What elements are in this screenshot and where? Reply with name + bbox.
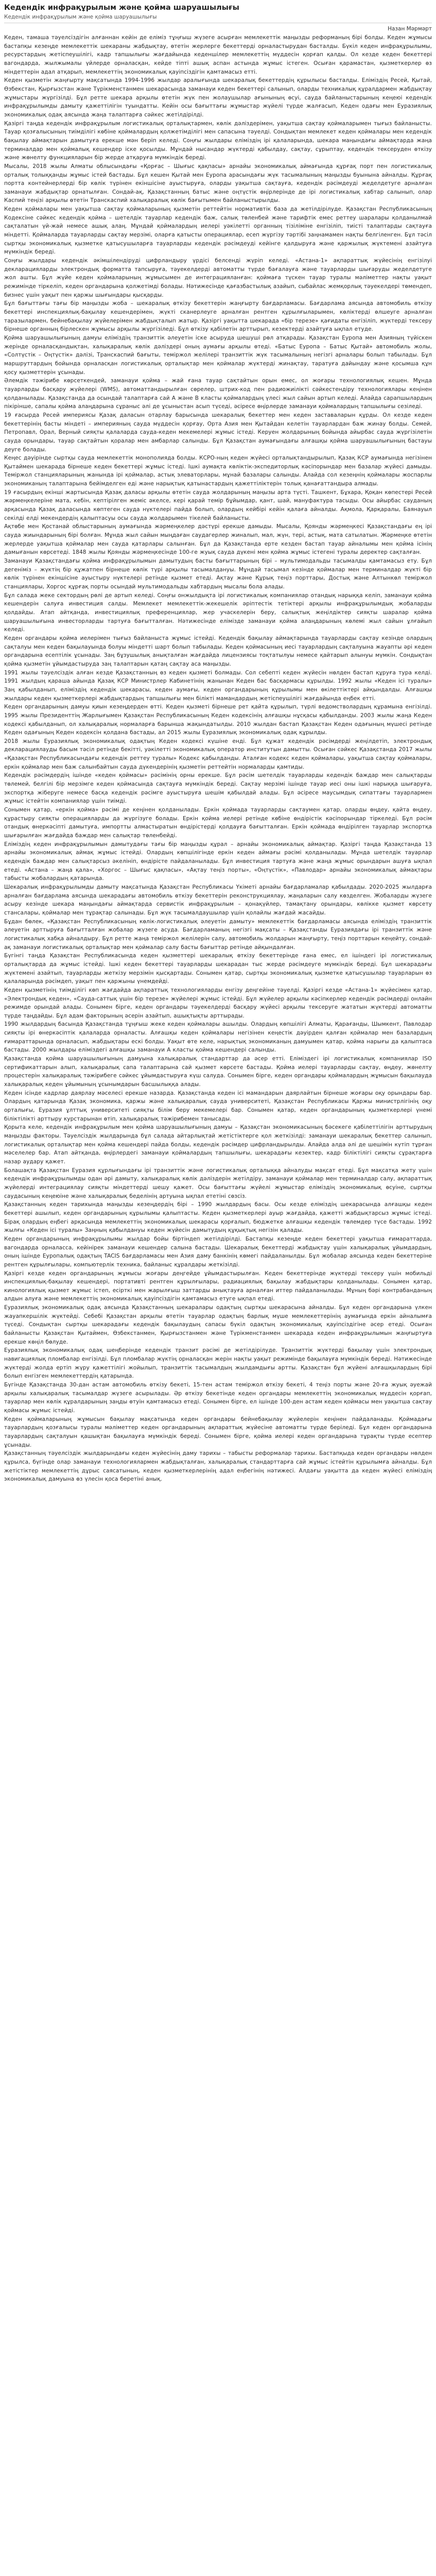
page-title: Кедендік инфрақұрылым және қойма шаруашылығы — [4, 4, 239, 12]
article-paragraph: Кеден ісінде кадрлар даярлау мәселесі ерекше назарда. Қазақстанда кеден ісі мамандарын даярлайтын бірнеше жоғары оқу орындары бар. Олардың қатарында Қазақ экономика, қаржы және халықаралық сауда университеті, Қазақстан Республикасы Қаржы министрлігінің оқу орталығы, Еуразия ұлттық университеті сияқты білім беру мекемелері бар. Сонымен қатар, кеден органдарының қызметкерлері үнемі біліктілікті арттыру курстарынан өтіп, халықаралық тәжірибемен танысады. — [4, 1090, 432, 1122]
article-paragraph: 1990 жылдардың басында Қазақстанда тұңғыш жеке кеден қоймалары ашылды. Олардың көпшілігі Алматы, Қарағанды, Шымкент, Павлодар сияқты ірі өнеркәсіптік қалаларда орналасты. Алғашқы кеден қоймалары негізінен кеңестік дәуірден қалған қоймалар мен базалардың ғимараттарында орналасып, жабдықтары ескі болды. Уақыт өте келе, нарықтық экономиканың дамуымен қатар, қойма нарығы да қалыптаса бастады. 2000 жылдары еліміздегі алғашқы заманауи А класты қойма кешендері салынды. — [4, 1021, 432, 1054]
article-paragraph: Кедендік рәсімдердің ішінде «кеден қоймасы» рәсімінің орны ерекше. Бұл рәсім шетелдік тауарларды кедендік баждар мен салықтарды төлемей, белгілі бір мерзімге кеден қоймасында сақтауға мүмкіндік береді. Сақтау мерзімі ішінде тауар иесі оны ішкі нарыққа шығаруға, экспортқа жіберуге немесе басқа кедендік рәсімге ауыстыруға шешім қабылдай алады. Бұл әсіресе маусымдық сипаттағы тауарлармен жұмыс істейтін компаниялар үшін тиімді. — [4, 772, 432, 805]
article-paragraph: Бүгінде Қазақстанда 30-дан астам автомобиль өткізу бекеті, 15-тен астам теміржол өткізу бекеті, 4 теңіз порты және 20-ға жуық әуежай арқылы халықаралық тасымалдар жүзеге асырылады. Әр өткізу бекетінде кеден органдары мемлекеттің экономикалық мүддесін қорғап, тауарлар мен көлік құралдарының заңды өтуін қамтамасыз етеді. Сонымен бірге, ел ішінде 100-ден астам кеден қоймасы мен уақытша сақтау қоймасы жұмыс істейді. — [4, 1382, 432, 1414]
article-paragraph: Заманауи Қазақстандағы қойма инфрақұрылымын дамытудың басты бағыттарының бірі – мультимодальды тасымалды қамтамасыз ету. Бұл дегеніміз – жүктің бір құжатпен бірнеше көлік түрі арқылы тасымалдануы. Мұндай тасымал кезінде қоймалар мен терминалдар жүкті бір көлік түрінен екіншісіне ауыстыру нүктелері ретінде қызмет етеді. Ақтау және Құрық теңіз порттары, Достық және Алтынкөл теміржол станциялары, Хоргос құрғақ порты осындай мультимодальды хабтардың мысалы бола алады. — [4, 558, 432, 590]
article-paragraph: 2018 жылы Еуразиялық экономикалық одақтың Кеден кодексі күшіне енді. Бұл құжат кедендік рәсімдерді жеңілдетіп, электрондық декларациялауды басым тәсіл ретінде бекітті, уәкілетті экономикалық оператор институтын дамытты. Осыған сәйкес Қазақстанда 2017 жылы «Қазақстан Республикасындағы кедендік реттеу туралы» Кодекс қабылданды. Аталған кодекс кеден қоймалары, уақытша сақтау қоймалары, еркін қоймалар мен баж салынбайтын сауда дүкендерінің қызметін реттейтін нормаларды қамтиды. — [4, 738, 432, 770]
article-paragraph: Кеден қызметін жаңғырту мақсатында 1994-1996 жылдар аралығында шекаралық бекеттердің құрылысы басталды. Еліміздің Ресей, Қытай, Өзбекстан, Қырғызстан және Түрікменстанмен шекарасында заманауи кеден бекеттері салынып, оларды техникалық құралдармен жабдықтау жұмыстары жүргізілді. Бұл ретте шекара арқылы өтетін жүк пен жолаушылар ағынының өсуі, сауда байланыстарының кеңеюі кедендік инфрақұрылымды дамыту қажеттілігін туындатты. Кейін осы бағыттағы жұмыстар жүйелі түрде жалғасып, Кеден одағы мен Еуразиялық экономикалық одақ аясында жаңа талаптарға сәйкес жетілдірілді. — [4, 77, 432, 118]
article-paragraph: Әлемдік тәжірибе көрсеткендей, заманауи қойма – жай ғана тауар сақтайтын орын емес, ол жоғары технологиялық кешен. Мұнда тауарларды басқару жүйелері (WMS), автоматтандырылған сөрелер, штрих-код пен радиожиілікті сәйкестендіру технологиялары кеңінен қолданылады. Қазақстанда да осындай талаптарға сай А және В класты қоймалардың үлесі жыл сайын артып келеді. Алайда сарапшылардың пікірінше, сапалы қойма алаңдарына сұраныс әлі де ұсыныстан асып түседі, әсіресе өңірлерде заманауи қоймалардың тапшылығы сезіледі. — [4, 378, 432, 410]
article-paragraph: Бұл бағыттағы тағы бір маңызды жоба – шекаралық өткізу бекеттерін жаңғырту бағдарламасы. Бағдарлама аясында автомобиль өткізу бекеттері инспекциялық-бақылау кешендерімен, жүкті сканерлеуге арналған рентген құрылғыларымен, көліктерді өлшеуге арналған таразылармен, бейнебақылау жүйелерімен жабдықталып жатыр. Қазіргі уақытта шекарада «бір терезе» қағидаты енгізіліп, жүктерді тексеру бірнеше органның бірлескен жұмысы арқылы жүргізіледі. Бұл өткізу қабілетін арттырып, кезектерді азайтуға ықпал етуде. — [4, 300, 432, 333]
article-paragraph: Кеден қоймалары мен уақытша сақтау қоймаларының қызметін реттейтін нормативтік база да жетілдірілуде. Қазақстан Республикасының Кодексіне сәйкес кедендік қойма – шетелдік тауарлар кедендік баж, салық төленбей және тарифтік емес реттеу шаралары қолданылмай сақталатын үй-жай немесе ашық алаң. Мұндай қоймалардың иелері уәкілетті органның тізіліміне енгізіліп, тиісті талаптарды сақтауға міндетті. Қоймаларда тауарларды сақтау мерзімі, оларға қатысты операциялар, есеп жүргізу тәртібі заңнамамен нақты белгіленген. Бұл тәсіл сыртқы экономикалық қызметке қатысушыларға тауарларды кедендік рәсімдеуді кейінге қалдыруға және қаржылық жүктемені азайтуға мүмкіндік береді. — [4, 206, 432, 256]
article-paragraph: Қорыта келе, кедендік инфрақұрылым мен қойма шаруашылығының дамуы – Қазақстан экономикасының бәсекеге қабілеттілігін арттырудың маңызды факторы. Тәуелсіздік жылдарында бұл салада айтарлықтай жетістіктерге қол жеткізілді: заманауи шекаралық бекеттер салынып, логистикалық орталықтар мен қойма кешендері пайда болды, кедендік рәсімдер цифрландырылды. Алайда алда әлі де шешімін күтіп тұрған мәселелер бар. Атап айтқанда, өңірлердегі заманауи қоймалардың тапшылығы, шекарадағы кезектер, кадр біліктілігі сияқты сұрақтарға назар аудару қажет. — [4, 1124, 432, 1165]
article-paragraph: Бұл салада жеке сектордың рөлі де артып келеді. Соңғы онжылдықта ірі логистикалық компаниялар отандық нарыққа келіп, заманауи қойма кешендерін салуға инвестиция салды. Мемлекет мемлекеттік-жекешелік әріптестік тетіктері арқылы инфрақұрылымдық жобаларды қолдайды. Атап айтқанда, инвестициялық преференциялар, жер учаскелерін беру, салықтық жеңілдіктер сияқты шаралар қойма шаруашылығына инвесторларды тартуға бағытталған. Нәтижесінде елімізде заманауи қойма алаңдарының көлемі жыл сайын ұлғайып келеді. — [4, 592, 432, 633]
article-paragraph: Соңғы жылдары кедендік әкімшілендіруді цифрландыру үрдісі белсенді жүріп келеді. «Астана-1» ақпараттық жүйесінің енгізілуі декларацияларды электрондық форматта тапсыруға, тәуекелдерді автоматты түрде бағалауға және тауарларды шығаруды жеделдетуге жол ашты. Бұл жүйе кеден қоймаларының жұмысымен де интеграцияланған: қоймаға түскен тауар туралы мәліметтер нақты уақыт режимінде тіркеліп, кеден органдарына қолжетімді болады. Нәтижесінде қағазбастылық азайып, сыбайлас жемқорлық тәуекелдері төмендеп, бизнес үшін уақыт пен қаржы шығындары қысқарды. — [4, 258, 432, 298]
article-paragraph: 19 ғасырда Ресей империясы Қазақ даласын отарлау барысында шекаралық бекеттер мен кеден заставаларын құрды. Ол кезде кеден бекеттерінің басты міндеті – империяның сауда мүддесін қорғау, Орта Азия мен Қытайдан келетін тауарлардан баж жинау болды. Семей, Петропавл, Орал, Верный сияқты қалаларда сауда-кеден мекемелері жұмыс істеді. Керуен жолдарының бойында айырбас сауда жүргізілетін сауда орындары, тауар сақтайтын қоралар мен амбарлар салынды. Бұл Қазақстан аумағындағы алғашқы қойма шаруашылығының бастауы деуге болады. — [4, 412, 432, 453]
article-paragraph: Қазақстанның тәуелсіздік жылдарындағы кеден жүйесінің даму тарихы – табысты реформалар тарихы. Бастапқыда кеден органдары нөлден құрылса, бүгінде олар заманауи технологиялармен жабдықталған, халықаралық стандарттарға сай жұмыс істейтін құрылымға айналды. Бұл жетістіктер мемлекеттің дұрыс саясатының, кеден қызметкерлерінің адал еңбегінің нәтижесі. Алдағы уақытта да кеден жүйесі еліміздің экономикалық дамуына өз үлесін қоса беретіні анық. — [4, 1450, 432, 1483]
article-paragraph: Ақтөбе мен Қостанай облыстарының аумағында жәрмеңкелер дәстүрі ерекше дамыды. Мысалы, Қоянды жәрмеңкесі Қазақстандағы ең ірі сауда жиындарының бірі болған. Мұнда жыл сайын мыңдаған саудагерлер жиналып, мал, жүн, тері, астық, мата сатылатын. Жәрмеңке өтетін жерлерде уақытша қоймалар мен сауда қатарлары салынған. Бұл да Қазақстанда ерте кезден бастап тауар айналымы мен қойма ісінің дамығанын көрсетеді. 1848 жылы Қоянды жәрмеңкесінде 100-ге жуық сауда дүкені мен қойма жұмыс істегені туралы деректер сақталған. — [4, 523, 432, 556]
article-paragraph: Бұдан бөлек, «Қазақстан Республикасының көлік-логистикалық әлеуетін дамыту» мемлекеттік бағдарламасы аясында еліміздің транзиттік әлеуетін арттыруға бағытталған жобалар жүзеге асуда. Бағдарламаның негізгі мақсаты – Қазақстанды Еуразиядағы ірі транзиттік және логистикалық хабқа айналдыру. Бұл ретте жаңа теміржол желілерін салу, автомобиль жолдарын жаңғырту, теңіз порттарын кеңейту, сондай-ақ заманауи логистикалық орталықтар мен қоймалар салу басты бағыттар ретінде айқындалған. — [4, 918, 432, 951]
article-paragraph: 1991 жылы тәуелсіздік алған кезде Қазақстанның өз кеден қызметі болмады. Сол себепті кеден жүйесін нөлден бастап құруға тура келді. 1991 жылдың қараша айында Қазақ КСР Министрлер Кабинетінің жанынан Кеден бас басқармасы құрылды. 1992 жылы «Кеден ісі туралы» Заң қабылданып, еліміздің кедендік шекарасы, кеден аумағы, кеден органдарының құрылымы мен өкілеттіктері айқындалды. Алғашқы жылдары кеден қызметкерлері жабдықтардың тапшылығы мен білікті мамандардың жетіспеушілігі жағдайында еңбек етті. — [4, 669, 432, 702]
article-paragraph: Шекаралық инфрақұрылымды дамыту мақсатында Қазақстан Республикасы Үкіметі арнайы бағдарламалар қабылдады. 2020-2025 жылдарға арналған бағдарлама аясында шекарадағы автомобиль өткізу бекеттерін реконструкциялау, жаңаларын салу көзделген. Жобаларды жүзеге асыру кезінде шекара маңындағы аймақтарда сервистік инфрақұрылым – қонақүйлер, тамақтану орындары, көлікке қызмет көрсету стансалары, қоймалар мен тұрақтар салынады. Бұл жүк тасымалдаушылар үшін қолайлы жағдай жасайды. — [4, 884, 432, 916]
article-paragraph: Еліміздің кеден инфрақұрылымын дамытудағы тағы бір маңызды құрал – арнайы экономикалық аймақтар. Қазіргі таңда Қазақстанда 13 арнайы экономикалық аймақ жұмыс істейді. Олардың көпшілігінде еркін кеден аймағы рәсімі қолданылады. Мұнда шетелдік тауарлар кедендік баждар мен салықтарсыз әкелініп, өндірісте пайдаланылады. Бұл инвестиция тартуға және жаңа жұмыс орындарын ашуға ықпал етеді. «Астана – жаңа қала», «Хоргос – Шығыс қақпасы», «Ақтау теңіз порты», «Оңтүстік», «Павлодар» арнайы экономикалық аймақтары табысты жобалардың қатарында. — [4, 841, 432, 882]
page-subtitle: Кедендік инфрақұрылым және қойма шаруашылығы — [4, 14, 157, 20]
article-paragraph: Кеден органдарының дамуы қиын кезеңдерден өтті. Кеден қызметі бірнеше рет қайта құрылып, түрлі ведомстволардың құрамына енгізілді. 1995 жылы Президенттің Жарлығымен Қазақстан Республикасының Кеден кодексінің алғашқы нұсқасы қабылданды. 2003 жылы жаңа Кеден кодексі қабылданып, ол халықаралық нормаларға барынша жақындатылды. 2010 жылдан бастап Қазақстан Кеден одағының мүшесі ретінде Кеден одағының Кеден кодексін қолдана бастады, ал 2015 жылы Еуразиялық экономикалық одақ құрылды. — [4, 704, 432, 736]
article-body — [4, 33, 432, 1484]
article-paragraph: Еуразиялық экономикалық одақ аясында Қазақстанның шекаралары одақтың сыртқы шекарасына айналды. Бұл кеден органдарына үлкен жауапкершілік жүктейді. Себебі Қазақстан арқылы өтетін тауарлар одақтың барлық мүше мемлекеттерінің аумағында еркін айналымға түседі. Сондықтан сыртқы шекарадағы кедендік бақылаудың сапасы бүкіл одақтың экономикалық қауіпсіздігіне әсер етеді. Осыған байланысты Қазақстан Қытаймен, Өзбекстанмен, Қырғызстанмен және Түрікменстанмен шекарада кеден инфрақұрылымын жаңғыртуға ерекше көңіл бөлуде. — [4, 1304, 432, 1345]
article-paragraph: Мысалы, 2018 жылы Алматы облысындағы «Қорғас – Шығыс қақпасы» арнайы экономикалық аймағында құрғақ порт пен логистикалық орталық толыққанды жұмыс істей бастады. Бұл кешен Қытай мен Еуропа арасындағы жүк тасымалының маңызды буынына айналды. Құрғақ портта контейнерлерді бір көлік түрінен екіншісіне ауыстыруға, оларды уақытша сақтауға, кедендік рәсімдеуді жеделдетуге арналған заманауи жабдықтар орнатылған. Сондай-ақ, Қазақстанның батыс және оңтүстік өңірлерінде де ірі логистикалық хабтар салынып, олар Каспий теңізі арқылы өтетін Транскаспий халықаралық көлік бағытымен байланыстырылды. — [4, 163, 432, 204]
article-paragraph: Кеден қоймаларының жұмысын бақылау мақсатында кеден органдары бейнебақылау жүйелерін кеңінен пайдаланады. Қоймадағы тауарлардың қозғалысы туралы мәліметтер кеден органдарының ақпараттық жүйесіне автоматты түрде беріледі. Бұл кеден органдарына тауарлардың сақталуын қашықтан бақылауға мүмкіндік береді. Сонымен бірге, қойма иелері кеден органдарына тұрақты түрде есептер ұсынады. — [4, 1416, 432, 1448]
article-paragraph: Кеден қызметінің тиімділігі көп жағдайда ақпараттық технологияларды енгізу деңгейіне тәуелді. Қазіргі кезде «Астана-1» жүйесімен қатар, «Электрондық кеден», «Сауда-саттық үшін бір терезе» жүйелері жұмыс істейді. Бұл жүйелер арқылы кәсіпкерлер кедендік рәсімдерді онлайн режимде орындай алады. Сонымен бірге, кеден органдары тәуекелдерді басқару жүйесі арқылы тексеруге жататын жүктерді автоматты түрде таңдайды. Бұл адам факторының әсерін азайтып, ашықтықты арттырады. — [4, 987, 432, 1019]
article-paragraph: Қазақстанда қойма шаруашылығының дамуына халықаралық стандарттар да әсер етті. Еліміздегі ірі логистикалық компаниялар ISO сертификаттарын алып, халықаралық сапа талаптарына сай қызмет көрсете бастады. Қойма иелері тауарларды сақтау, өңдеу, жөнелту процестерін халықаралық тәжірибеге сәйкес ұйымдастыруға күш салуда. Сонымен бірге, кеден органдары қоймалардың жұмысын бақылауда халықаралық кеден ұйымының ұсынымдарын басшылыққа алады. — [4, 1056, 432, 1088]
article-paragraph: Кеден, тамаша тәуелсіздігін алғаннан кейін де еліміз тұңғыш жүзегe асырған мемлекеттік маңызды реформаның бірі болды. Кеден жұмысы бастапқы кезеңде мемлекеттік шекараны жабдықтау, өтетін жерлерге бекеттерді орналастырудан басталды. Бүкіл кеден инфрақұрылымы, ресурстардың жетіспеушілігі, кадр тапшылығы жағдайында кеденшілер мемлекеттің мүддесін қорғап қалды. Ол кезде кеден бекеттері вагондарда, жылжымалы үйлерде орналасқан, кейде тіпті ашық аспан астында жұмыс істеген. Осыған қарамастан, қызметкерлер өз міндеттерін адал атқарып, мемлекеттің экономикалық қауіпсіздігін қамтамасыз етті. — [4, 35, 432, 75]
article-paragraph: Қазіргі таңда кедендік инфрақұрылым логистикалық орталықтармен, көлік дәліздерімен, уақытша сақтау қоймаларымен тығыз байланысты. Тауар қозғалысының тиімділігі көбіне қоймалардың қолжетімділігі мен сапасына тәуелді. Сондықтан мемлекет кеден қоймалары мен кедендік бақылау аймақтарын дамытуға ерекше мән беріп келеді. Соңғы жылдары еліміздің ірі қалаларында, шекара маңындағы аймақтарда жаңа терминалдар мен қоймалық кешендер іске қосылды. Мұндай нысандар жүктерді қабылдау, сақтау, сұрыптау, кедендік тексеруден өткізу және жөнелту функцияларын бір жерде атқаруға мүмкіндік береді. — [4, 120, 432, 161]
article-paragraph: Сонымен қатар, «еркін қойма» рәсімі де кеңінен қолданылады. Еркін қоймада тауарларды сақтаумен қатар, оларды өңдеу, қайта өңдеу, құрастыру сияқты операцияларды да жүргізуге болады. Еркін қойма иелері ретінде көбіне өндірістік кәсіпорындар тіркеледі. Бұл рәсім отандық өнеркәсіпті дамытуға, импортты алмастыратын өндірістерді қолдауға бағытталған. Еркін қоймада өндірілген тауарлар экспортқа шығарылған жағдайда баждар мен салықтар төленбейді. — [4, 807, 432, 839]
article-paragraph: 19 ғасырдың екінші жартысында Қазақ даласы арқылы өтетін сауда жолдарының маңызы арта түсті. Ташкент, Бұхара, Қоқан көпестері Ресей жәрмеңкелеріне мата, кебін, кептірілген жеміс әкелсе, кері қарай темір бұйымдар, қант, шай, мануфактура тасыды. Осы айырбас сауданың арқасында Қазақ даласында көптеген сауда нүктелері пайда болып, олардың кейбірі кейін қалаға айналды. Ақмола, Қарқаралы, Баянауыл секілді елді мекендердің қалыптасуы осы сауда жолдарымен тікелей байланысты. — [4, 489, 432, 521]
article-paragraph: Кеден органдары қойма иелерімен тығыз байланыста жұмыс істейді. Кедендік бақылау аймақтарында тауарларды сақтау кезінде олардың сақталуы мен кеден бақылауында болуы міндетті шарт болып табылады. Кеден қоймасының иесі тауарлардың сақталуына жауапты әрі кеден органдарына есептілік ұсынады. Заң бұзушылық анықталған жағдайда лицензиясы тоқтатылуы немесе қайтарып алынуы мүмкін. Сондықтан қойма қызметін ұйымдастыруда заң талаптарын қатаң сақтау аса маңызды. — [4, 635, 432, 667]
article-paragraph: Кеден органдарының инфрақұрылымы жылдар бойы біртіндеп жетілдірілді. Бастапқы кезеңде кеден бекеттері уақытша ғимараттарда, вагондарда орналасса, кейінірек заманауи кешендер салына бастады. Шекаралық бекеттерді жабдықтау үшін халықаралық ұйымдардың, оның ішінде Еуропалық одақтың TACIS бағдарламасы мен Азия даму банкінің көмегі пайдаланылды. Бұл жобалар аясында кеден бекеттеріне рентген құрылғылары, компьютерлік техника, байланыс құралдары жеткізілді. — [4, 1235, 432, 1268]
article-paragraph: Кеңес дәуірінде сыртқы сауда мемлекеттік монополияда болды. КСРО-ның кеден жүйесі орталықтандырылып, Қазақ КСР аумағында негізінен Қытаймен шекарада бірнеше кеден бекеттері жұмыс істеді. Ішкі аумақта көліктік-экспедиторлық кәсіпорындар мен базалар жүйесі дамыды. Теміржол станцияларының жанында ірі қоймалар, астық элеваторлары, мұнай базалары салынды. Алайда сол кезеңнің қоймалары жоспарлы экономиканың талаптарына бейімделген еді және нарықтық қатынастардың қажеттіліктерін толық қанағаттандыра алмады. — [4, 455, 432, 487]
article-paragraph: Қазақстанның кеден тарихында маңызды кезеңдердің бірі – 1990 жылдардың басы. Осы кезде еліміздің шекарасында алғашқы кеден бекеттері ашылып, кеден органдарының құрылымы қалыптасты. Кеден қызметкерлері ауыр жағдайда, қажетті жабдықтарсыз жұмыс істеді. Бірақ олардың еңбегі арқасында мемлекеттің экономикалық шекарасы қорғалып, бюджетке алғашқы кедендік төлемдер түсе бастады. 1992 жылғы «Кеден ісі туралы» Заңның қабылдануы кеден жүйесін дамытудың құқықтық негізін қалады. — [4, 1201, 432, 1234]
article-paragraph: Қойма шаруашылығының дамуы еліміздің транзиттік әлеуетін іске асыруда шешуші рөл атқарады. Қазақстан Еуропа мен Азияның түйіскен жерінде орналасқандықтан, халықаралық көлік дәліздері оның аумағы арқылы өтеді. «Батыс Еуропа – Батыс Қытай» автомобиль жолы, «Солтүстік – Оңтүстік» дәлізі, Транскаспий бағыты, теміржол желілері транзиттік жүк тасымалының негізгі арналары болып табылады. Бұл маршруттардың бойында орналасқан логистикалық орталықтар мен қоймалар жүктерді жинақтау, таратуға дайындау және қосымша құн қосу қызметтерін ұсынады. — [4, 334, 432, 376]
article-paragraph: Еуразиялық экономикалық одақ шеңберінде кедендік транзит рәсімі де жетілдірілуде. Транзиттік жүктерді бақылау үшін электрондық навигациялық пломбалар енгізілді. Бұл пломбалар жүктің орналасқан жерін нақты уақыт режимінде бақылауға мүмкіндік береді. Нәтижесінде жүктерді жолда ертіп жүру қажеттілігі жойылып, транзиттік тасымалдың жылдамдығы артты. Қазақстан бұл жүйені алғашқылардың бірі болып енгізген мемлекеттердің қатарында. — [4, 1347, 432, 1380]
article-paragraph: Болашақта Қазақстан Еуразия құрлығындағы ірі транзиттік және логистикалық орталыққа айналуды мақсат етеді. Бұл мақсатқа жету үшін кедендік инфрақұрылымды одан әрі дамыту, халықаралық көлік дәліздерін жетілдіру, заманауи қоймалар мен терминалдар салу, ақпараттық жүйелерді интеграциялау сияқты міндеттерді шешу қажет. Осы бағыттағы жүйелі жұмыстар еліміздің экономикалық өсуіне, сыртқы саудасының кеңеюіне және халықаралық беделінің артуына ықпал ететіні сөзсіз. — [4, 1167, 432, 1199]
article-paragraph: Қазіргі кезде кеден органдарының жұмысы жоғары деңгейде ұйымдастырылған. Кеден бекеттерінде жүктерді тексеру үшін мобильді инспекциялық-бақылау кешендері, портативті рентген құрылғылары, радиациялық бақылау жабдықтары қолданылады. Сонымен қатар, кинологиялық қызмет жұмыс істеп, есірткі мен жарылғыш заттарды анықтауға арналған иттер пайдаланылады. Мұның бәрі контрабанданың алдын алуға және мемлекеттің экономикалық қауіпсіздігін қамтамасыз етуге ықпал етеді. — [4, 1270, 432, 1302]
author-name: Назан Мәрмәрт — [388, 26, 432, 32]
article-paragraph: Бүгінгі таңда Қазақстан Республикасында кеден қызметтері шекаралық өткізу бекеттерінде ғана емес, ел ішіндегі ірі логистикалық орталықтарда да жұмыс істейді. Ішкі кеден бекеттері тауарларды шекарадан тыс жерде рәсімдеуге мүмкіндік береді. Бұл шекарадағы жүктемені азайтып, тауарларды жеткізу мерзімін қысқартады. Сонымен қатар, сыртқы экономикалық қызметке қатысушылар тауарларын өз қалаларында рәсімдеп, уақыт пен қаржыны үнемдейді. — [4, 953, 432, 985]
